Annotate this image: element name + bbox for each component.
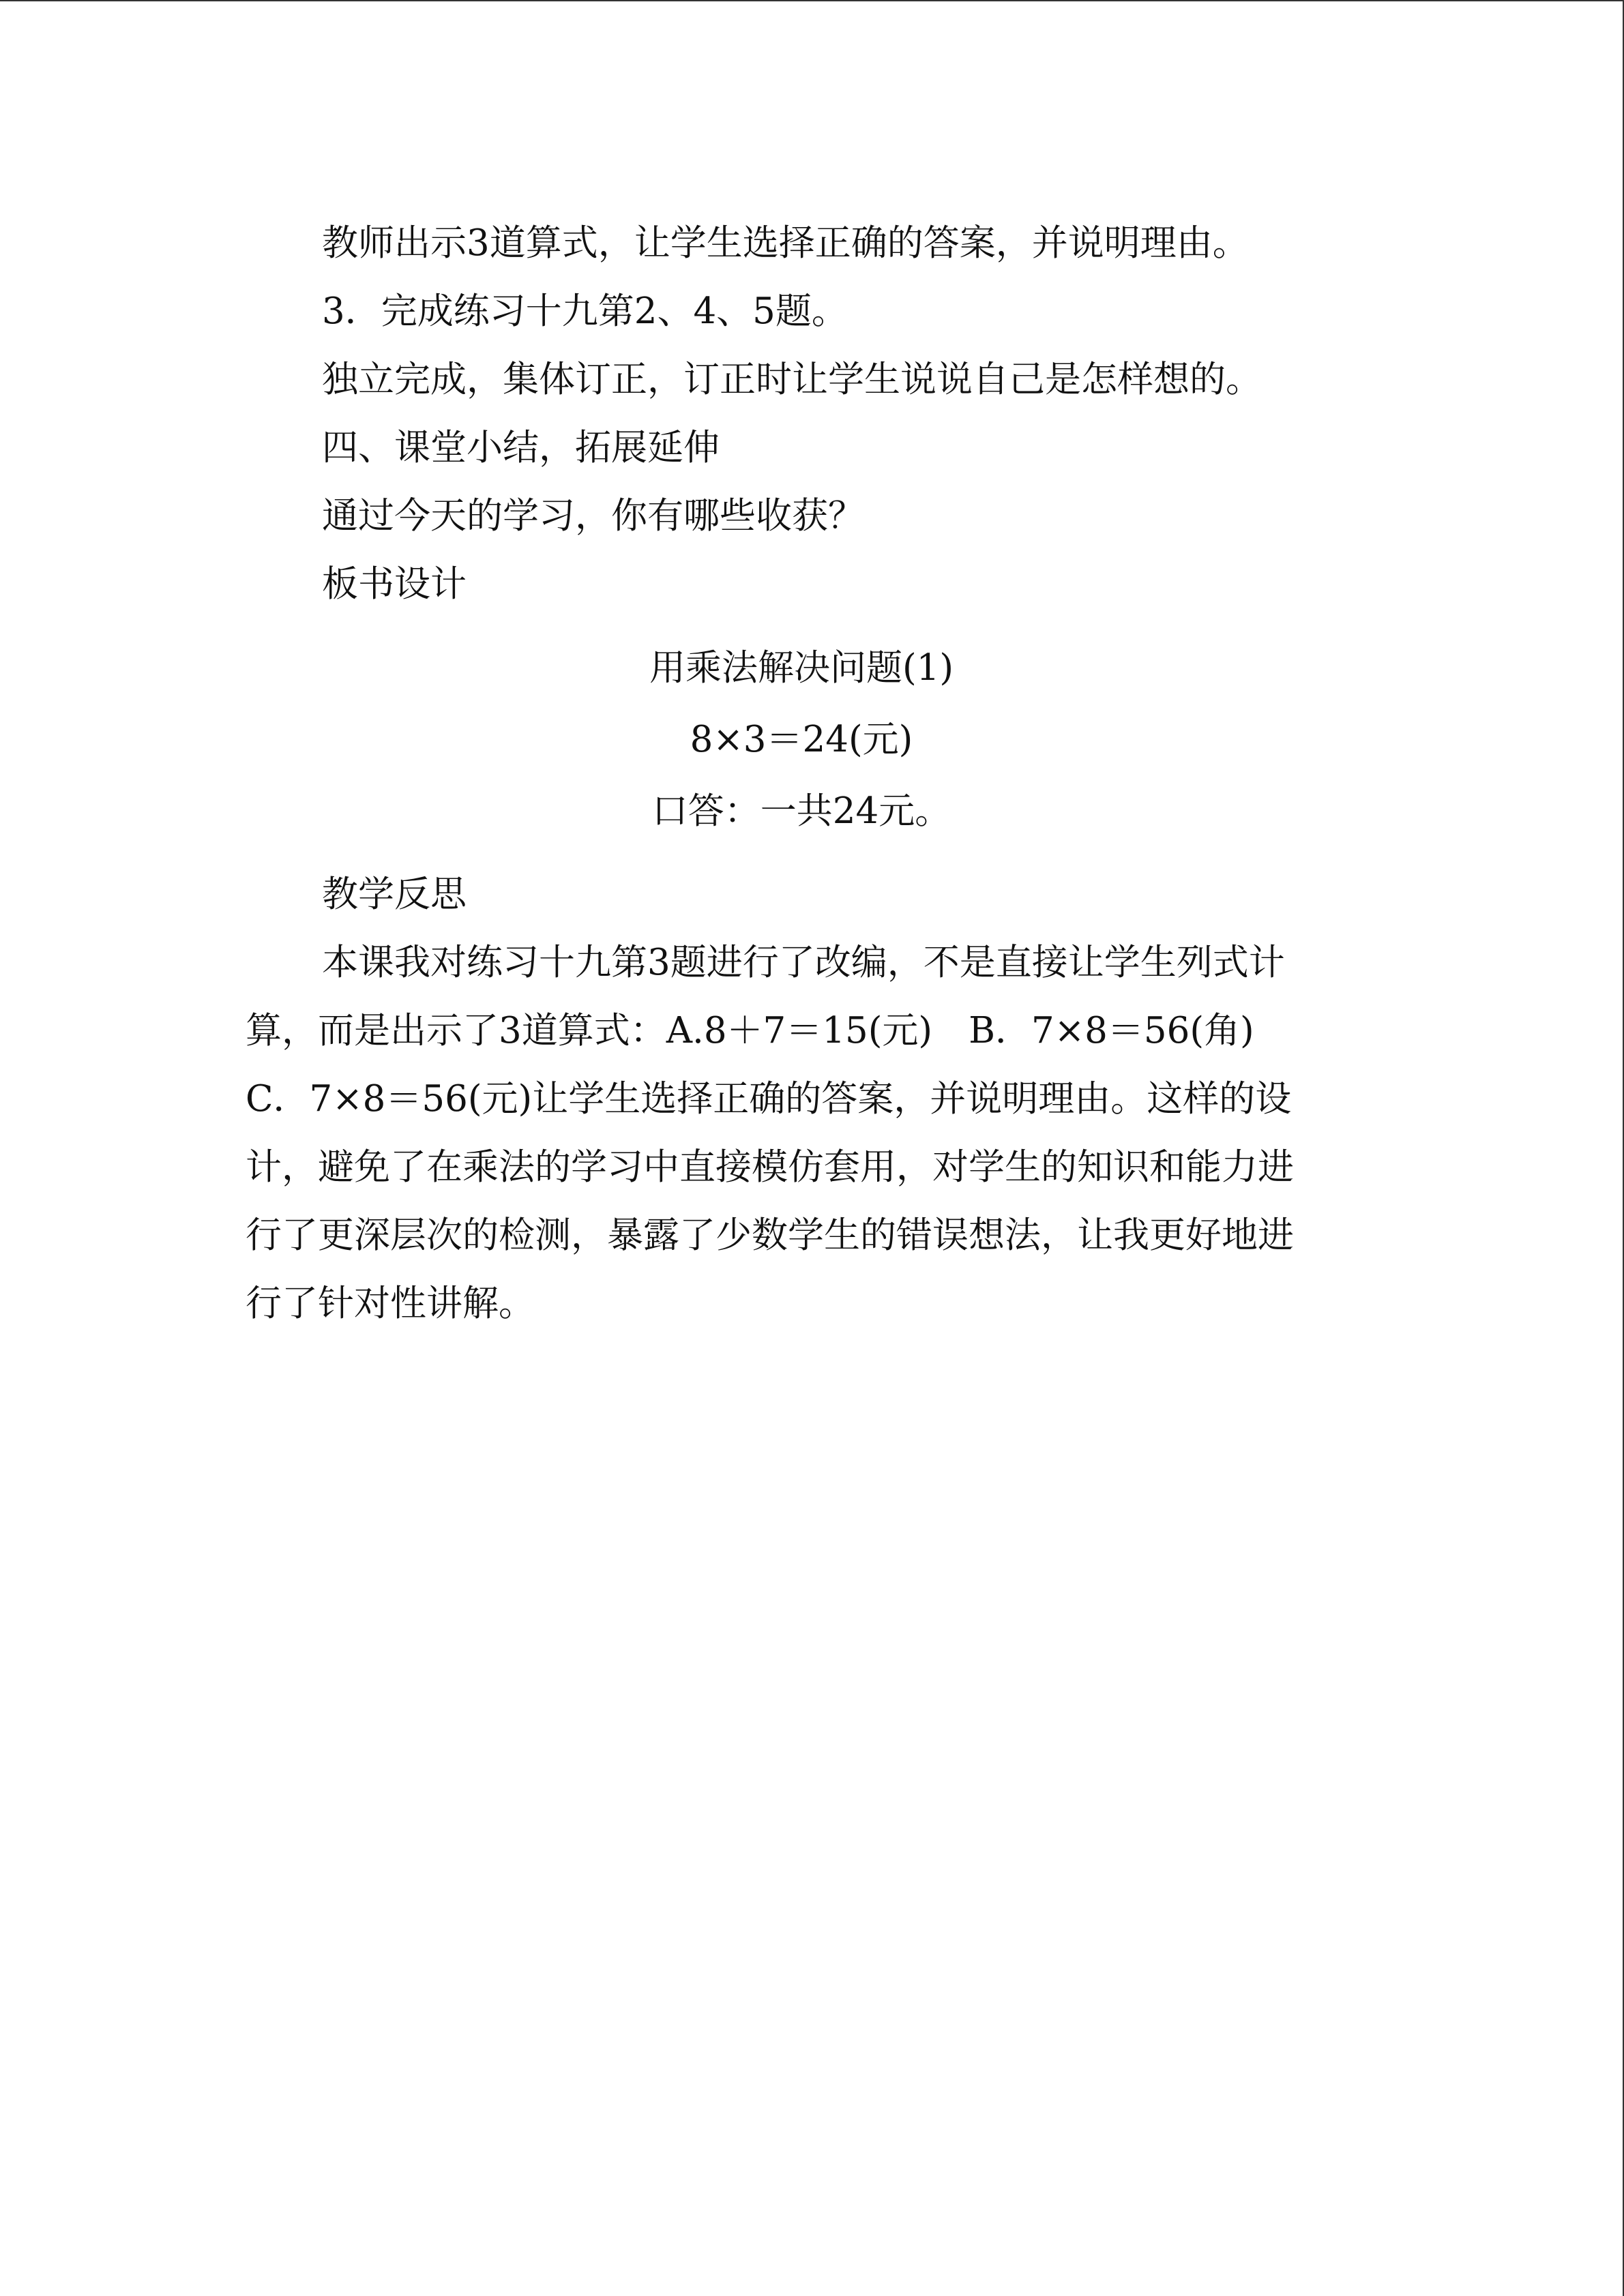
- text-line: 独立完成，集体订正，订正时让学生说说自己是怎样想的。: [322, 359, 1262, 400]
- reflection-line: 计，避免了在乘法的学习中直接模仿套用，对学生的知识和能力进: [246, 1146, 1294, 1188]
- reflection-line: 行了针对性讲解。: [246, 1283, 535, 1324]
- reflection-line: 算，而是出示了3道算式：A.8＋7＝15(元) B．7×8＝56(角): [246, 1010, 1254, 1052]
- reflection-line: 本课我对练习十九第3题进行了改编，不是直接让学生列式计: [322, 942, 1285, 983]
- document-body: [246, 209, 1357, 1338]
- text-line: 3．完成练习十九第2、4、5题。: [322, 290, 848, 332]
- board-title: 用乘法解决问题(1): [649, 647, 954, 689]
- reflection-line: C．7×8＝56(元)让学生选择正确的答案，并说明理由。这样的设: [246, 1078, 1292, 1120]
- text-line: 通过今天的学习，你有哪些收获？: [322, 495, 864, 537]
- reflection-heading: 教学反思: [322, 874, 467, 915]
- text-line: 教师出示3道算式，让学生选择正确的答案，并说明理由。: [322, 222, 1249, 264]
- board-design-heading: 板书设计: [322, 563, 467, 605]
- section-heading: 四、课堂小结，拓展延伸: [322, 427, 720, 468]
- board-formula: 8×3＝24(元): [690, 719, 913, 760]
- reflection-line: 行了更深层次的检测，暴露了少数学生的错误想法，让我更好地进: [246, 1214, 1294, 1256]
- board-answer: 口答：一共24元。: [651, 790, 951, 832]
